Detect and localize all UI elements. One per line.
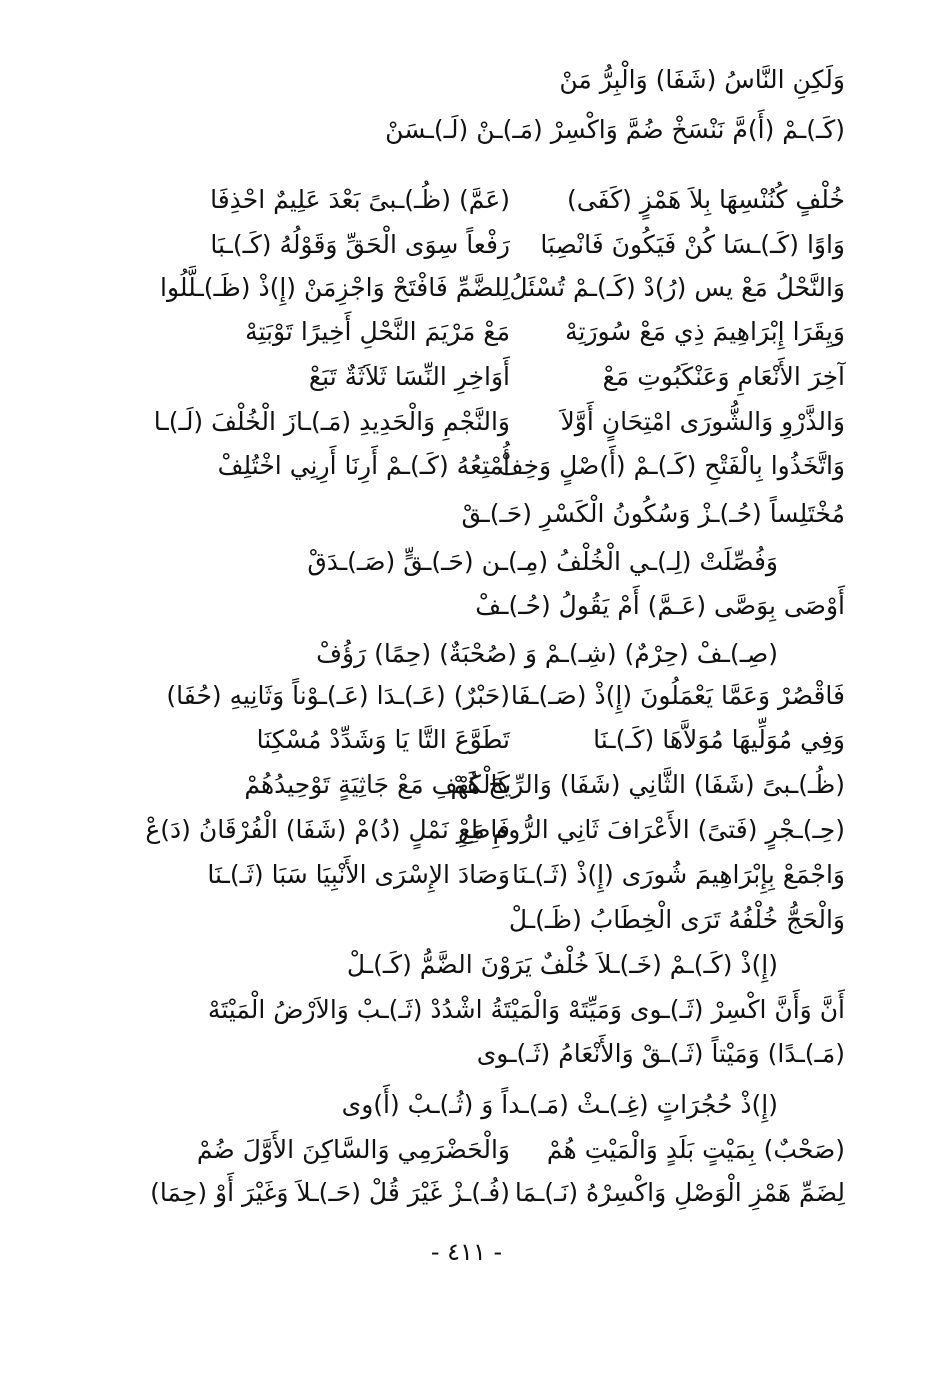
verse-hemistich-left: كَالْكَهْفِ مَعْ جَاثِيَةٍ تَوْحِيدُهُمْ [244,770,510,799]
verse-hemistich-right: وَيِقَرَا إِبْرَاهِيمَ ذِي مَعْ سُورَتِهْ [565,317,845,346]
verse-hemistich-left: فَاطِرِ نَمْلٍ (دُ)مْ (شَفَا) الْفُرْقَانُ (دَ)عْ [145,815,510,844]
verse-hemistich-right: (صَحْبٌ) بِمَيْتٍ بَلَدٍ وَالْمَيْتِ هُمْ [546,1135,845,1164]
text-line: (صِـ)ـفْ (حِرْمٌ) (شِـ)ـمْ وَ (صُحْبَةٌ) (حِمًا) رَؤُفْ [316,639,778,668]
verse-hemistich-right: (ظُـ)ـبىً (شَفَا) الثَّانِي (شَفَا) وَالرِّيحَ هُمْ [450,770,845,799]
verse-hemistich-right: فَاقْصُرْ وَعَمَّا يَعْمَلُونَ (إِ)ذْ (صَـ)ـفَا [510,681,845,710]
verse-hemistich-right: خُلْفٍ كُنُنْسِهَا بِلاَ هَمْزٍ (كَفَى) [566,185,845,214]
verse-hemistich-right: وَالنَّحْلُ مَعْ يس (رُ)دْ (كَـ)ـمْ تُسْئَلُ [509,273,845,302]
verse-hemistich-right: (حِـ)ـجْرٍ (فَتىً) الأَعْرَافَ ثَانِي الرُّومِ مَعْ [458,815,845,844]
text-line: (إِ)ذْ (كَـ)ـمْ (خَـ)ـلاَ خُلْفٌ يَرَوْنَ الضَّمُّ (كَـ)ـلْ [346,950,778,979]
text-line: وَلَكِنِ النَّاسُ (شَفَا) وَالْبِرُّ مَنْ [559,65,845,94]
text-line: وَفُصِّلَتْ (لِـ)ـي الْخُلْفُ (مِـ)ـن (حَـ)ـقٍّ (صَـ)ـدَقْ [307,547,778,576]
verse-hemistich-left: لِلضَّمِّ فَافْتَحْ وَاجْزِمَنْ (إِ)ذْ (ظَـ)ـلَّلُوا [160,273,510,302]
verse-hemistich-right: آخِرَ الأَنْعَامِ وَعَنْكَبُوتِ مَعْ [602,362,845,391]
text-line: (مَـ)ـدًا) وَمَيْتاً (ثَـ)ـقْ وَالأَنْعَامُ (ثَـ)ـوى [476,1039,845,1068]
verse-hemistich-right: وَاجْمَعْ بِإِبْرَاهِيمَ شُورَى (إِ)ذْ (ثَـ)ـنَا [511,860,845,889]
page-number: - ٤١١ - [430,1238,503,1266]
verse-hemistich-left: وَصَادَ الإِسْرَى الأَنْبِيَا سَبَا (ثَـ)ـنَا [207,860,510,889]
verse-hemistich-right: وَاتَّخَذُوا بِالْفَتْحِ (كَـ)ـمْ (أَ)صْلٍ وَخِفْ [497,451,845,480]
verse-hemistich-left: (عَمَّ) (ظُـ)ـبىً بَعْدَ عَلِيمٌ احْذِفَا [210,185,510,214]
text-line: وَالْحَجُّ خُلْفُهُ تَرَى الْخِطَابُ (ظَـ)ـلْ [508,905,845,934]
verse-hemistich-right: وَالذَّرْوِ وَالشُّورَى امْتِحَانٍ أَوَّلاَ [560,407,845,436]
text-line: مُخْتَلِساً (حُـ)ـزْ وَسُكُونُ الْكَسْرِ (حَـ)ـقْ [461,499,845,528]
verse-hemistich-left: أَوَاخِرِ النِّسَا ثَلاَثَةٌ تَبَعْ [308,362,510,391]
verse-hemistich-left: تَطَوَّعَ التَّا يَا وَشَدِّدْ مُسْكِنَا [256,725,510,754]
verse-hemistich-right: وَاوًا (كَـ)ـسَا كُنْ فَيَكُونَ فَانْصِبَا [540,230,845,259]
verse-hemistich-left: رَفْعاً سِوَى الْحَقِّ وَقَوْلُهُ (كَـ)ـبَا [210,230,510,259]
verse-hemistich-left: (حَبْرٌ) (عَـ)ـدَا (عَـ)ـوْناً وَثَانِيهِ (حُفَا) [166,681,510,710]
verse-hemistich-left: مَعْ مَرْيَمَ النَّحْلِ أَخِيرًا تَوْبَتِهْ [245,317,510,346]
verse-hemistich-right: وَفِي مُوَلِّيهَا مُوَلاَّهَا (كَـ)ـنَا [593,725,845,754]
text-line: (إِ)ذْ حُجُرَاتٍ (غِـ)ـثْ (مَـ)ـداً وَ (ثُـ)ـبْ (أَ)وى [341,1090,778,1119]
text-line: أَوْصَى بِوَصَّى (عَـمَّ) أَمْ يَقُولُ (حُـ)ـفْ [475,591,845,620]
verse-hemistich-left: أُمْتِعُهُ (كَـ)ـمْ أَرِنَا أَرِنِي اخْتُلِفْ [217,451,510,480]
verse-hemistich-left: وَالْحَضْرَمِي وَالسَّاكِنَ الأَوَّلَ ضُمْ [196,1135,510,1164]
verse-hemistich-left: وَالنَّجْمِ وَالْحَدِيدِ (مَـ)ـازَ الْخُلْفَ (لَـ)ـا [153,407,510,436]
verse-hemistich-left: (فُـ)ـزْ غَيْرَ قُلْ (حَـ)ـلاَ وَغَيْرَ أَوْ (حِمَا) [150,1178,510,1207]
verse-hemistich-right: لِضَمِّ هَمْزِ الْوَصْلِ وَاكْسِرْهُ (نَـ)ـمَا [514,1178,845,1207]
text-line: أَنَّ وَأَنَّ اكْسِرْ (ثَـ)ـوى وَمَيِّتَهْ وَالْمَيْتَةُ اشْدُدْ (ثَـ)ـبْ وَالاَرْضُ الْمَيْتَهْ [207,995,845,1024]
text-line: (كَـ)ـمْ (أَ)مَّ نَنْسَخْ ضُمَّ وَاكْسِرْ (مَـ)ـنْ (لَـ)ـسَنْ [385,115,845,144]
